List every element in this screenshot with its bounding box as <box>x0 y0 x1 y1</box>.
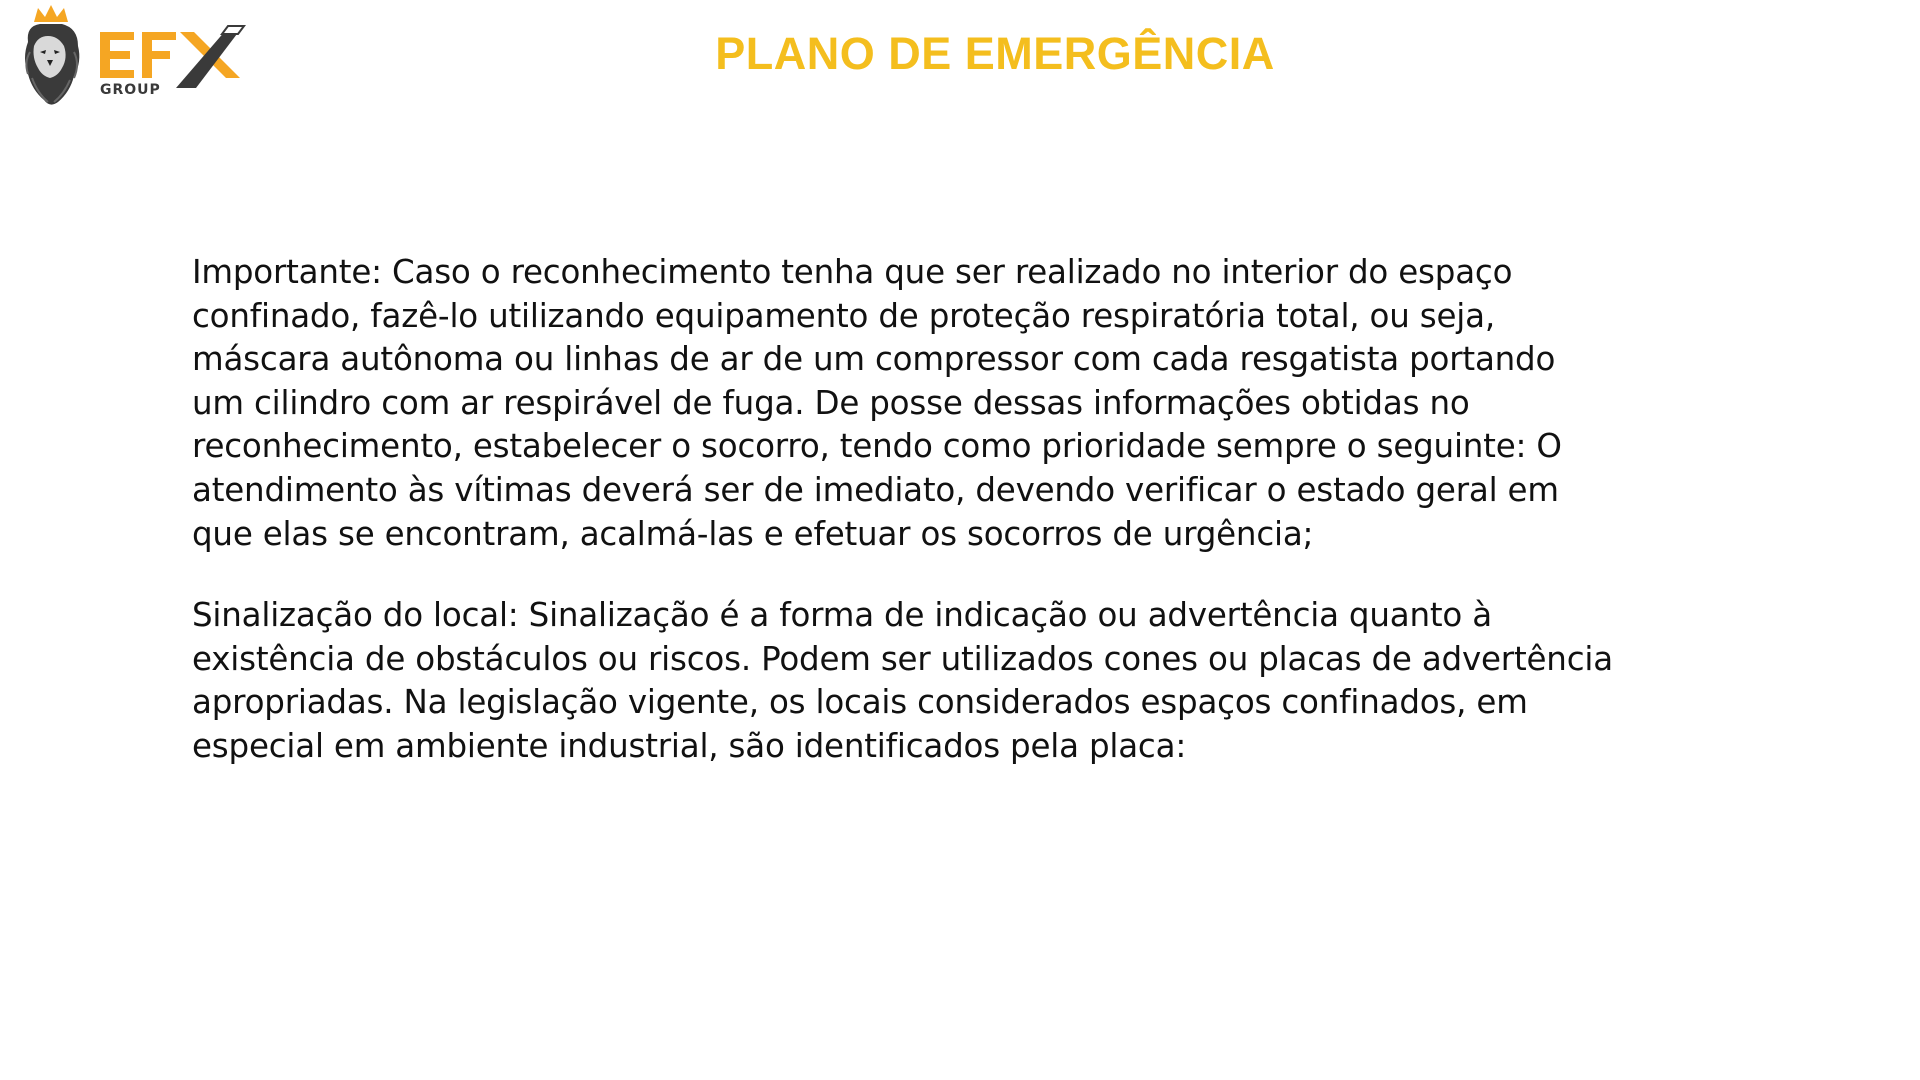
paragraph-importante: Importante: Caso o reconhecimento tenha que ser realizado no interior do espaço confinado, fazê-lo utilizando equipamento de proteção respiratória total, ou seja, máscara autônoma ou linhas de ar de um compressor com cada resgatista portando um cilindro com ar respirável de fuga. De posse dessas informações obtidas no reconhecimento, estabelecer o socorro, tendo como prioridade sempre o seguinte: O atendimento às vítimas deverá ser de imediato, devendo verificar o estado geral em que elas se encontram, acalmá-las e efetuar os socorros de urgência; <box>192 253 1562 553</box>
svg-text:GROUP: GROUP <box>100 82 161 98</box>
crown-icon <box>34 5 68 22</box>
paragraph-sinalizacao: Sinalização do local: Sinalização é a forma de indicação ou advertência quanto à existência de obstáculos ou riscos. Podem ser utilizados cones ou placas de advertência apropriadas. Na legislação vigente, os locais considerados espaços confinados, em especial em ambiente industrial, são identificados pela placa: <box>192 596 1613 765</box>
page-title: PLANO DE EMERGÊNCIA <box>715 28 1275 79</box>
document-body <box>192 251 1792 769</box>
